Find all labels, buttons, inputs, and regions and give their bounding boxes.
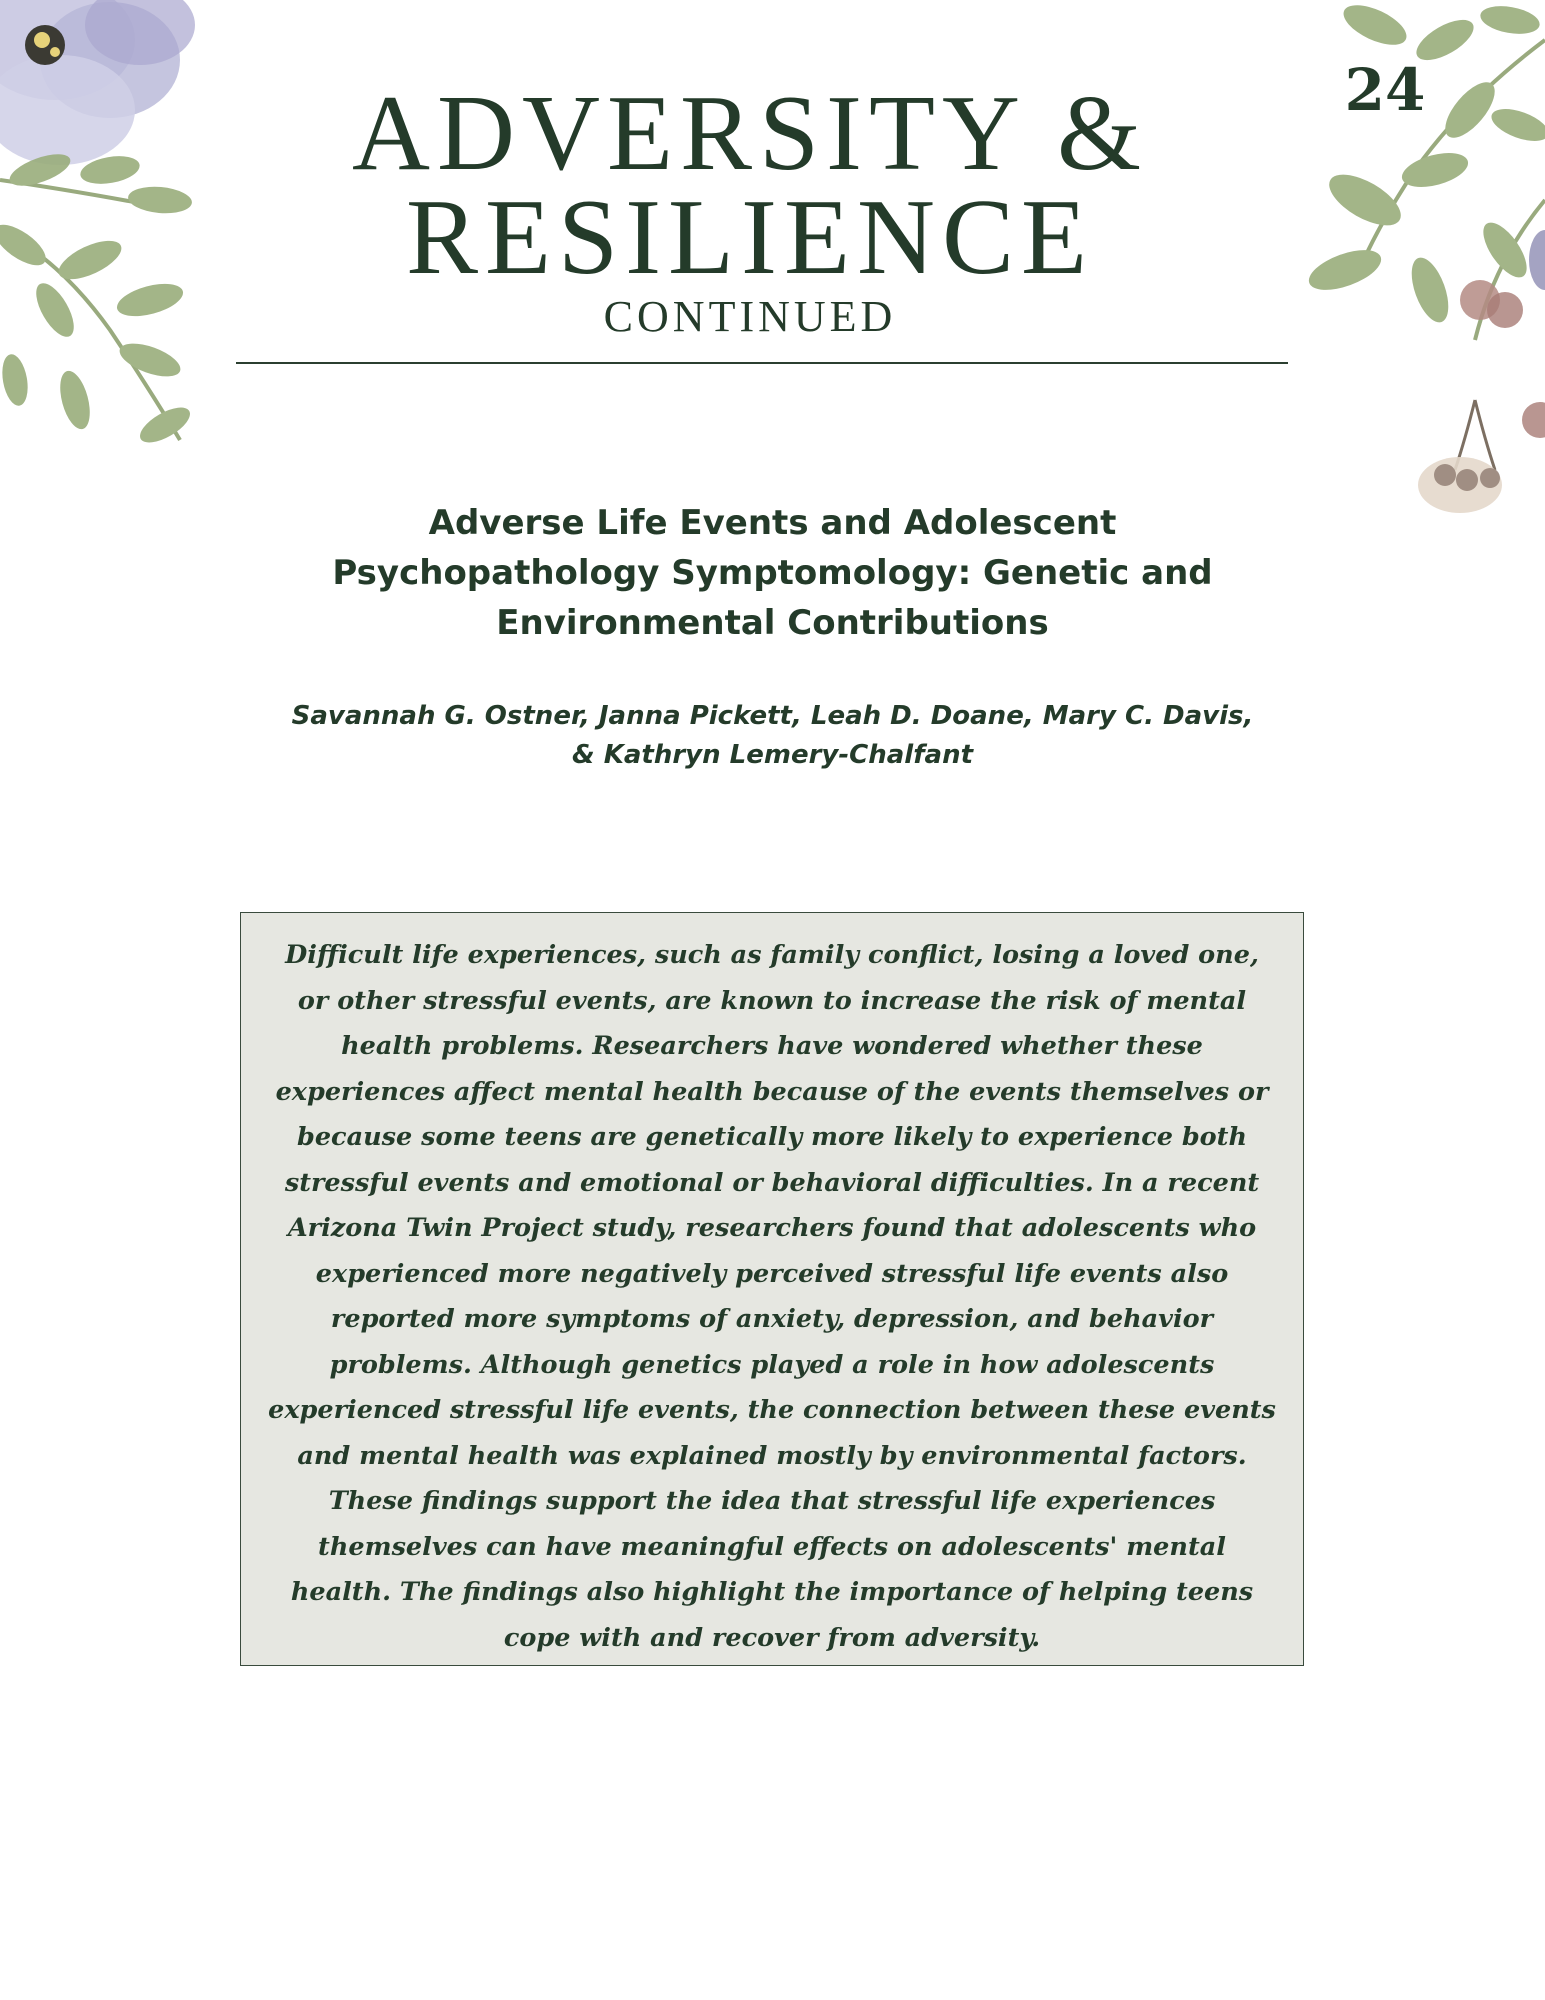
leafy-branch-icon bbox=[0, 148, 195, 450]
section-header bbox=[235, 74, 1265, 342]
article-title: Adverse Life Events and Adolescent Psychopathology Symptomology: Genetic and Environmental Contributions bbox=[332, 503, 1213, 643]
summary-text: Difficult life experiences, such as family conflict, losing a loved one, or other stressful events, are known to increase the risk of mental health problems. Researchers have wondered whether these experiences affect mental health because of the events themselves or because some teens are genetically more likely to experience both stressful events and emotional or behavioral difficulties. In a recent Arizona Twin Project study, researchers found that adolescents who experienced more negatively perceived stressful life events also reported more symptoms of anxiety, depression, and behavior problems. Although genetics played a role in how adolescents experienced stressful life events, the connection between these events and mental health was explained mostly by environmental factors. These findings support the idea that stressful life experiences themselves can have meaningful effects on adolescents' mental health. The findings also highlight the importance of helping teens cope with and recover from adversity. bbox=[268, 940, 1276, 1653]
page-number: 24 bbox=[1344, 56, 1426, 124]
flower-icon bbox=[0, 0, 195, 165]
leafy-branch-icon bbox=[1304, 0, 1545, 340]
article-authors: Savannah G. Ostner, Janna Pickett, Leah D. Doane, Mary C. Davis, & Kathryn Lemery-Chalfant bbox=[291, 701, 1254, 770]
flower-icon bbox=[1529, 230, 1545, 290]
summary-box bbox=[240, 912, 1304, 1666]
section-title: ADVERSITY & RESILIENCE bbox=[352, 74, 1148, 297]
floral-decoration-left bbox=[0, 0, 210, 500]
section-subtitle: CONTINUED bbox=[603, 292, 897, 341]
header-divider bbox=[236, 362, 1288, 364]
